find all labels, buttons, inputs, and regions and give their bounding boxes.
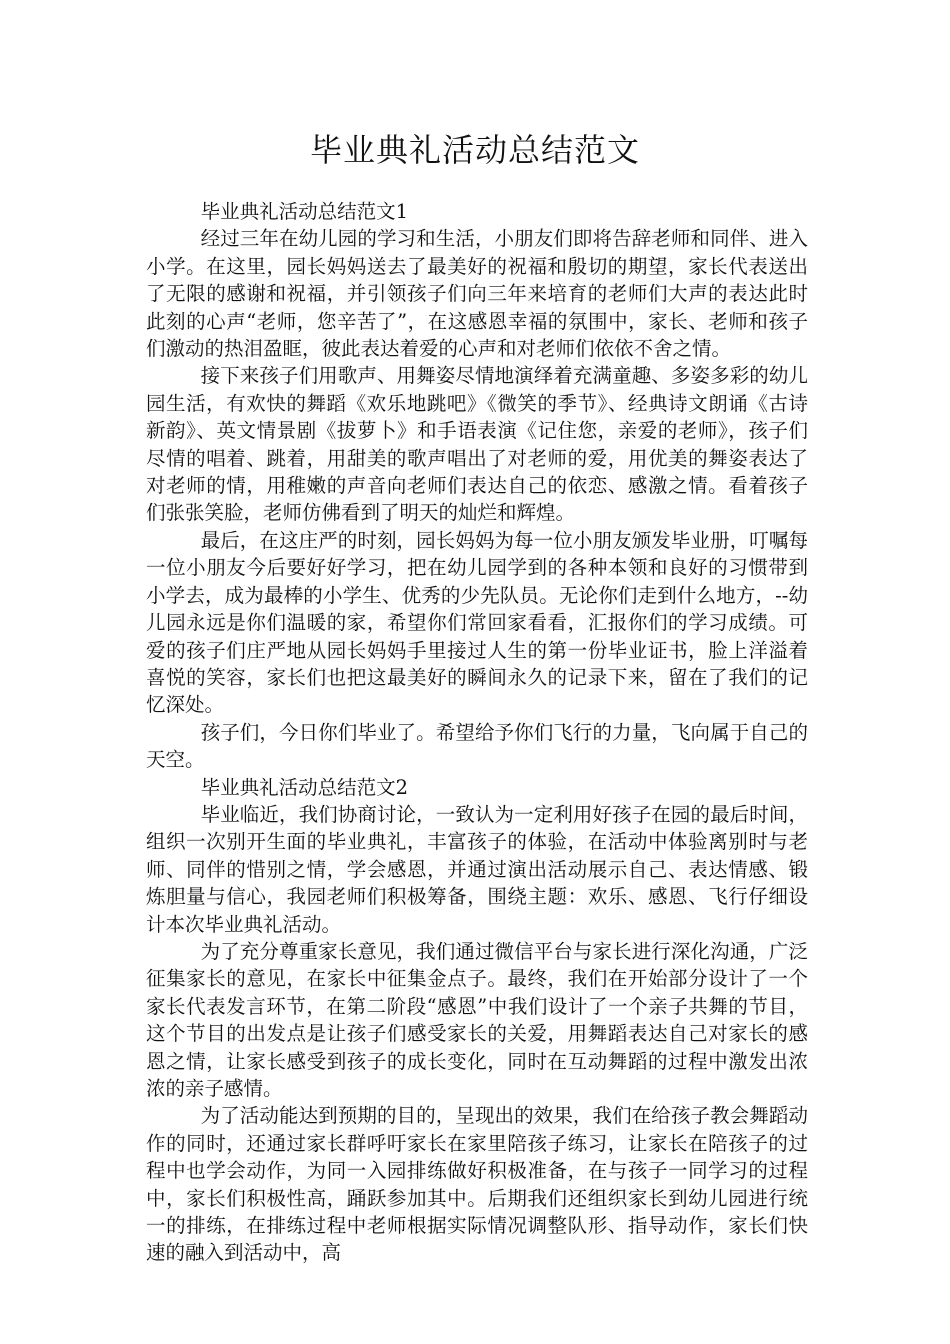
paragraph: 接下来孩子们用歌声、用舞姿尽情地演绎着充满童趣、多姿多彩的幼儿园生活，有欢快的舞蹈《欢乐地跳吧》《微笑的季节》、经典诗文朗诵《古诗新韵》、英文情景剧《拔萝卜》和手语表演《记住您，亲爱的老师》，孩子们尽情的唱着、跳着，用甜美的歌声唱出了对老师的爱，用优美的舞姿表达了对老师的情，用稚嫩的声音向老师们表达自己的依恋、感激之情。看着孩子们张张笑脸，老师仿佛看到了明天的灿烂和辉煌。 <box>146 364 808 525</box>
section-heading-1: 毕业典礼活动总结范文1 <box>200 200 409 223</box>
paragraph: 为了充分尊重家长意见，我们通过微信平台与家长进行深化沟通，广泛征集家长的意见，在家长中征集金点子。最终，我们在开始部分设计了一个家长代表发言环节，在第二阶段“感恩”中我们设计了一个亲子共舞的节目，这个节目的出发点是让孩子们感受家长的关爱，用舞蹈表达自己对家长的感恩之情，让家长感受到孩子的成长变化，同时在互动舞蹈的过程中激发出浓浓的亲子感情。 <box>146 939 808 1100</box>
document-body <box>146 198 808 1267</box>
paragraph: 经过三年在幼儿园的学习和生活，小朋友们即将告辞老师和同伴、进入小学。在这里，园长妈妈送去了最美好的祝福和殷切的期望，家长代表送出了无限的感谢和祝福，并引领孩子们向三年来培育的老师们大声的表达此时此刻的心声“老师，您辛苦了”，在这感恩幸福的氛围中，家长、老师和孩子们激动的热泪盈眶，彼此表达着爱的心声和对老师们依依不舍之情。 <box>146 227 808 361</box>
paragraph: 为了活动能达到预期的目的，呈现出的效果，我们在给孩子教会舞蹈动作的同时，还通过家长群呼吁家长在家里陪孩子练习，让家长在陪孩子的过程中也学会动作，为同一入园排练做好积极准备，在与孩子一同学习的过程中，家长们积极性高，踊跃参加其中。后期我们还组织家长到幼儿园进行统一的排练，在排练过程中老师根据实际情况调整队形、指导动作，家长们快速的融入到活动中，高 <box>146 1104 808 1265</box>
paragraph: 孩子们，今日你们毕业了。希望给予你们飞行的力量，飞向属于自己的天空。 <box>146 720 808 772</box>
section-heading-2: 毕业典礼活动总结范文2 <box>200 775 409 799</box>
paragraph: 毕业临近，我们协商讨论，一致认为一定利用好孩子在园的最后时间，组织一次别开生面的毕业典礼，丰富孩子的体验，在活动中体验离别时与老师、同伴的惜别之情，学会感恩，并通过演出活动展示自己、表达情感、锻炼胆量与信心，我园老师们积极筹备，围绕主题：欢乐、感恩、飞行仔细设计本次毕业典礼活动。 <box>146 802 808 936</box>
document-title: 毕业典礼活动总结范文 <box>309 131 640 169</box>
paragraph: 最后，在这庄严的时刻，园长妈妈为每一位小朋友颁发毕业册，叮嘱每一位小朋友今后要好好学习，把在幼儿园学到的各种本领和良好的习惯带到小学去，成为最棒的小学生、优秀的少先队员。无论你们走到什么地方，--幼儿园永远是你们温暖的家，希望你们常回家看看，汇报你们的学习成绩。可爱的孩子们庄严地从园长妈妈手里接过人生的第一份毕业证书，脸上洋溢着喜悦的笑容，家长们也把这最美好的瞬间永久的记录下来，留在了我们的记忆深处。 <box>146 528 808 717</box>
